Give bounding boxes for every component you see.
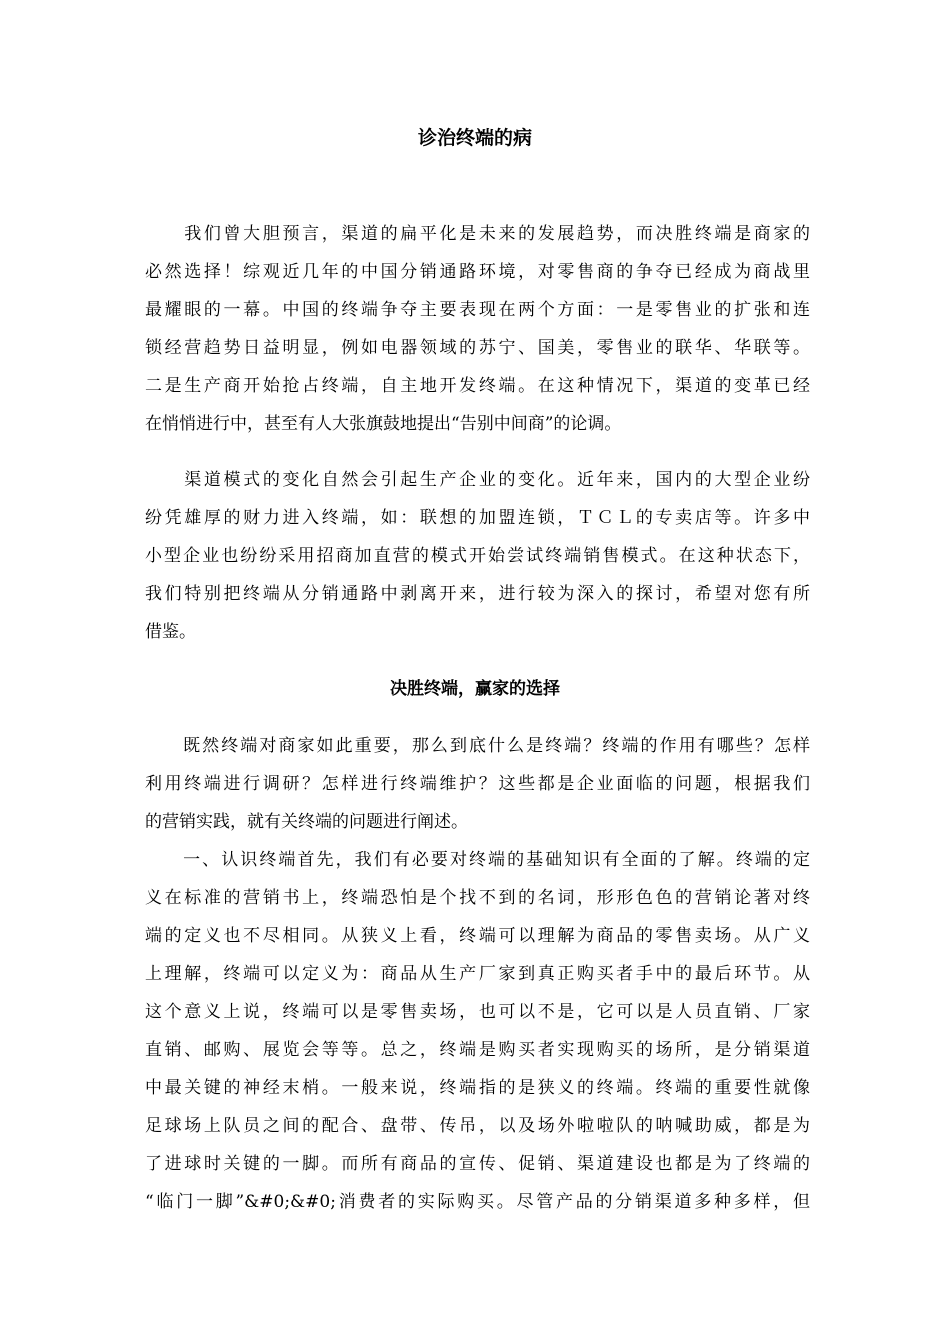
- paragraph-line: 借鉴。: [145, 622, 196, 642]
- paragraph-line: 利用终端进行调研？怎样进行终端维护？这些都是企业面临的问题，根据我们: [145, 774, 810, 794]
- paragraph-line: 中最关键的神经末梢。一般来说，终端指的是狭义的终端。终端的重要性就像: [145, 1078, 810, 1098]
- paragraph-line: 既然终端对商家如此重要，那么到底什么是终端？终端的作用有哪些？怎样: [145, 736, 810, 756]
- paragraph-line: 了进球时关键的一脚。而所有商品的宣传、促销、渠道建设也都是为了终端的: [145, 1154, 810, 1174]
- paragraph-line: 义在标准的营销书上，终端恐怕是个找不到的名词，形形色色的营销论著对终: [145, 888, 810, 908]
- paragraph-line: 这个意义上说，终端可以是零售卖场，也可以不是，它可以是人员直销、厂家: [145, 1002, 810, 1022]
- document-title: 诊治终端的病: [417, 127, 532, 149]
- paragraph-line: 必然选择！综观近几年的中国分销通路环境，对零售商的争夺已经成为商战里: [145, 262, 810, 282]
- paragraph-line: 足球场上队员之间的配合、盘带、传吊，以及场外啦啦队的呐喊助威，都是为: [145, 1116, 810, 1136]
- paragraph-line: 端的定义也不尽相同。从狭义上看，终端可以理解为商品的零售卖场。从广义: [145, 926, 810, 946]
- paragraph-line: 一、认识终端首先，我们有必要对终端的基础知识有全面的了解。终端的定: [145, 850, 810, 870]
- paragraph-line: 二是生产商开始抢占终端，自主地开发终端。在这种情况下，渠道的变革已经: [145, 376, 810, 396]
- paragraph-line: 我们特别把终端从分销通路中剥离开来，进行较为深入的探讨，希望对您有所: [145, 584, 810, 604]
- paragraph-line: 在悄悄进行中，甚至有人大张旗鼓地提出“告别中间商”的论调。: [145, 414, 622, 434]
- paragraph-line: 我们曾大胆预言，渠道的扁平化是未来的发展趋势，而决胜终端是商家的: [145, 224, 810, 244]
- paragraph-line: “临门一脚”&#0;&#0;消费者的实际购买。尽管产品的分销渠道多种多样，但: [145, 1192, 810, 1212]
- paragraph-line: 渠道模式的变化自然会引起生产企业的变化。近年来，国内的大型企业纷: [145, 470, 810, 490]
- section-heading: 决胜终端，赢家的选择: [390, 679, 560, 699]
- paragraph-line: 纷凭雄厚的财力进入终端，如：联想的加盟连锁，ＴＣＬ的专卖店等。许多中: [145, 508, 810, 528]
- paragraph-line: 上理解，终端可以定义为：商品从生产厂家到真正购买者手中的最后环节。从: [145, 964, 810, 984]
- paragraph-line: 直销、邮购、展览会等等。总之，终端是购买者实现购买的场所，是分销渠道: [145, 1040, 810, 1060]
- paragraph-line: 最耀眼的一幕。中国的终端争夺主要表现在两个方面：一是零售业的扩张和连: [145, 300, 810, 320]
- paragraph-line: 的营销实践，就有关终端的问题进行阐述。: [145, 812, 468, 832]
- paragraph-line: 锁经营趋势日益明显，例如电器领域的苏宁、国美，零售业的联华、华联等。: [145, 338, 810, 358]
- paragraph-line: 小型企业也纷纷采用招商加直营的模式开始尝试终端销售模式。在这种状态下，: [145, 546, 810, 566]
